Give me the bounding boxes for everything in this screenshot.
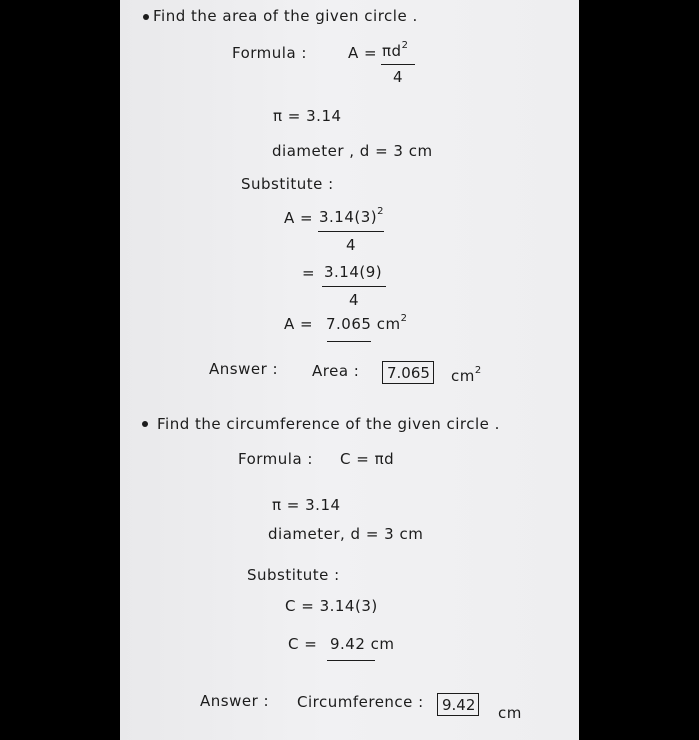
area-result-exponent: 2 <box>400 313 408 324</box>
circumference-pi-value: π = 3.14 <box>272 496 341 514</box>
area-step2-fraction-bar <box>322 286 386 287</box>
area-substitute-label: Substitute : <box>241 175 334 193</box>
area-heading: Find the area of the given circle . <box>153 7 418 25</box>
area-answer-unit-exponent: 2 <box>474 365 482 376</box>
circumference-formula-label: Formula : <box>238 450 313 468</box>
circumference-answer-name: Circumference : <box>297 693 424 711</box>
area-formula-denominator: 4 <box>393 68 404 86</box>
area-step2-denominator: 4 <box>349 291 360 309</box>
area-answer-label: Answer : <box>209 360 279 378</box>
area-result-value: 7.065 $cm^2$ <box>326 313 408 333</box>
area-step2-numerator: 3.14(9) <box>324 263 383 281</box>
area-answer-box: 7.065 <box>382 361 434 384</box>
area-step1-numerator: $3.14(3)^2$ <box>319 206 385 226</box>
area-bullet <box>143 14 149 20</box>
circumference-result-lhs: C = <box>288 635 318 653</box>
area-result-underline <box>327 341 371 342</box>
area-answer-unit: $cm^2$ <box>451 365 482 385</box>
area-step1-lhs: A = <box>284 209 314 227</box>
area-result-lhs: A = <box>284 315 314 333</box>
circumference-result-underline <box>327 660 375 661</box>
area-formula-exponent: 2 <box>401 40 409 51</box>
area-formula-label: Formula : <box>232 44 307 62</box>
area-pi-value: π = 3.14 <box>273 107 342 125</box>
area-formula-fraction-bar <box>381 64 415 65</box>
circumference-heading: Find the circumference of the given circle . <box>157 415 500 433</box>
area-formula-numerator: $\pi d^2$ <box>382 40 409 60</box>
circumference-formula: C = πd <box>340 450 395 468</box>
area-step1-fraction-bar <box>318 231 384 232</box>
area-step1-exponent: 2 <box>377 206 385 217</box>
circumference-diameter: diameter, d = 3 cm <box>268 525 424 543</box>
circumference-bullet <box>142 421 148 427</box>
circumference-substitute-label: Substitute : <box>247 566 340 584</box>
area-diameter: diameter , d = 3 cm <box>272 142 433 160</box>
area-step2-lhs: = <box>302 264 316 282</box>
area-step1-denominator: 4 <box>346 236 357 254</box>
circumference-answer-unit: cm <box>498 704 522 722</box>
circumference-result-value: 9.42 cm <box>330 635 395 653</box>
area-formula-lhs: A = <box>348 44 378 62</box>
area-answer-name: Area : <box>312 362 360 380</box>
circumference-answer-label: Answer : <box>200 692 270 710</box>
circumference-answer-box: 9.42 <box>437 693 479 716</box>
circumference-step1: C = 3.14(3) <box>285 597 378 615</box>
